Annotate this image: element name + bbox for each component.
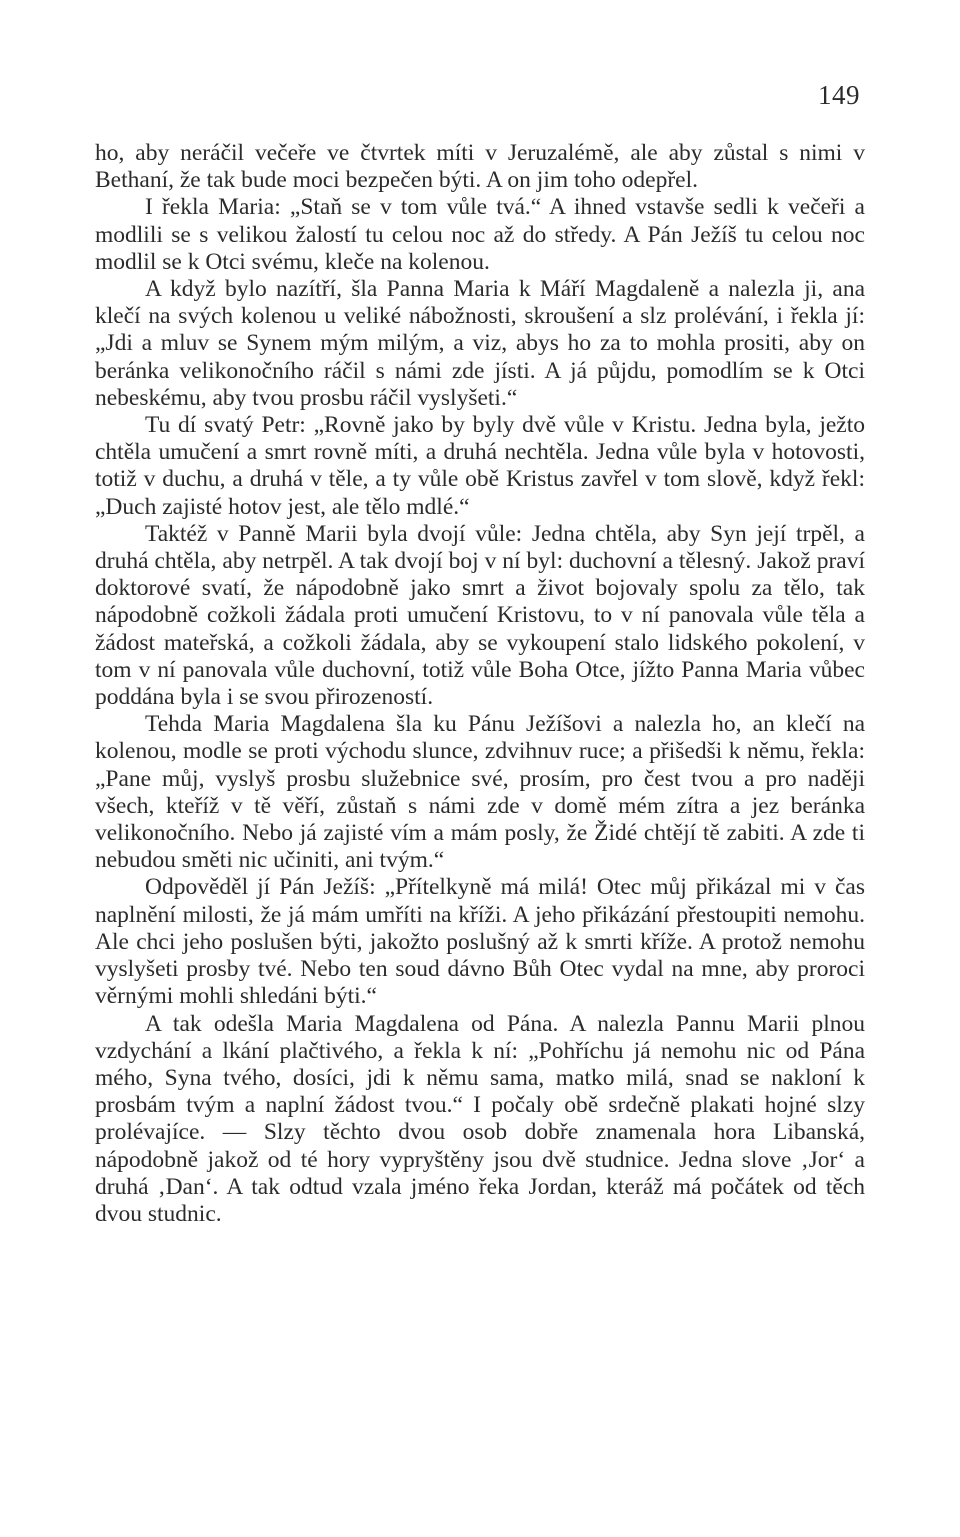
paragraph-3: A když bylo nazítří, šla Panna Maria k Máří Magdaleně a nalezla ji, ana klečí na svých kolenou u veliké nábožnosti, skroušení a slz prolévání, i řekla jí: „Jdi a mluv se Synem mým milým, a viz, abys ho za to mohla prositi, aby on beránka velikonočního ráčil s námi zde jísti. A já půjdu, pomodlím se k Otci nebeskému, aby tvou prosbu ráčil vyslyšeti.“ [95,276,865,411]
paragraph-2: I řekla Maria: „Staň se v tom vůle tvá.“ A ihned vstavše sedli k večeři a modlili se s velikou žalostí tu celou noc až do středy. A Pán Ježíš tu celou noc modlil se k Otci svému, kleče na kolenou. [95,194,865,275]
paragraph-4: Tu dí svatý Petr: „Rovně jako by byly dvě vůle v Kristu. Jedna byla, ježto chtěla umučení a smrt rovně míti, a druhá nechtěla. Jedna vůle byla v hotovosti, totiž v duchu, a druhá v těle, a ty vůle obě Kristus zavřel v tom slově, když řekl: „Duch zajisté hotov jest, ale tělo mdlé.“ [95,412,865,520]
page-number: 149 [818,80,860,110]
paragraph-8: A tak odešla Maria Magdalena od Pána. A nalezla Pannu Marii plnou vzdychání a lkání plačtivého, a řekla k ní: „Pohříchu já nemohu nic od Pána mého, Syna tvého, dosíci, jdi k němu sama, matko milá, snad se nakloní k prosbám tvým a naplní žádost tvou.“ I počaly obě srdečně plakati hojné slzy prolévajíce. — Slzy těchto dvou osob dobře znamenala hora Libanská, nápodobně jakož od té hory vypryštěny jsou dvě studnice. Jedna slove ‚Jor‘ a druhá ‚Dan‘. A tak odtud vzala jméno řeka Jordan, kteráž má počátek od těch dvou studnic. [95,1010,865,1227]
paragraph-1: ho, aby neráčil večeře ve čtvrtek míti v Jeruzalémě, ale aby zůstal s nimi v Bethaní, že tak bude moci bezpečen býti. A on jim toho odepřel. [95,140,865,194]
paragraph-6: Tehda Maria Magdalena šla ku Pánu Ježíšovi a nalezla ho, an klečí na kolenou, modle se proti východu slunce, zdvihnuv ruce; a přišedši k němu, řekla: „Pane můj, vyslyš prosbu služebnice své, prosím, pro čest tvou a pro naději všech, kteříž v tě věří, zůstaň s námi zde v domě mém zítra a jez beránka velikonočního. Nebo já zajisté vím a mám posly, že Židé chtějí tě zabiti. A zde ti nebudou směti nic učiniti, ani tvým.“ [95,711,865,874]
text-body [95,140,865,1228]
paragraph-7: Odpověděl jí Pán Ježíš: „Přítelkyně má milá! Otec můj přikázal mi v čas naplnění milosti, že já mám umříti na kříži. A jeho přikázání přestoupiti nemohu. Ale chci jeho poslušen býti, jakožto poslušný až k smrti kříže. A protož nemohu vyslyšeti prosby tvé. Nebo ten soud dávno Bůh Otec vydal na mne, aby proroci věrnými mohli shledáni býti.“ [95,874,865,1010]
paragraph-5: Taktéž v Panně Marii byla dvojí vůle: Jedna chtěla, aby Syn její trpěl, a druhá chtěla, aby netrpěl. A tak dvojí boj v ní byl: duchovní a tělesný. Jakož praví doktorové svatí, že nápodobně jako smrt a život bojovaly spolu za tělo, tak nápodobně cožkoli žádala proti umučení Kristovu, to v ní panovala vůle těla a žádost mateřská, a cožkoli žádala, aby se vykoupení stalo lidského pokolení, v tom v ní panovala vůle duchovní, totiž vůle Boha Otce, jížto Panna Maria vůbec poddána byla i se svou přirozeností. [95,520,865,711]
